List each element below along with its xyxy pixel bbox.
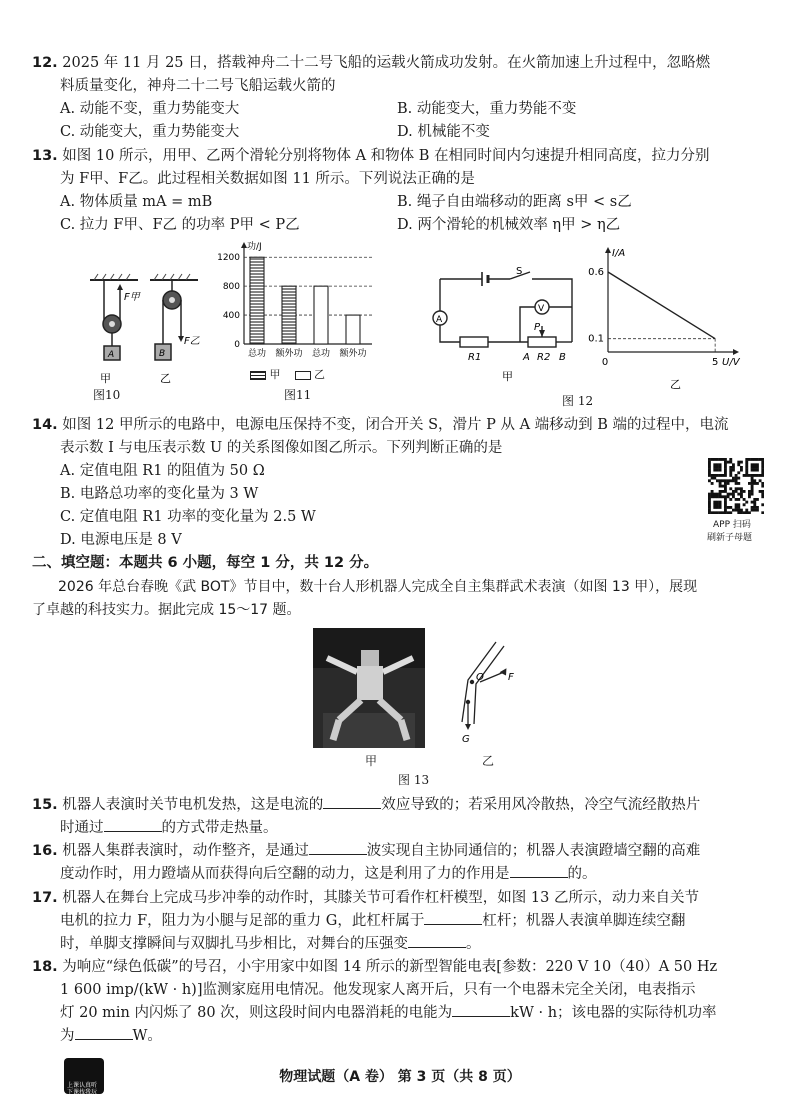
q18-blank-2[interactable]: [75, 1025, 133, 1040]
q15-text-1a: 机器人表演时关节电机发热，这是电流的: [62, 797, 324, 813]
q13-option-d: D. 两个滑轮的机械效率 η甲 > η乙: [397, 217, 621, 233]
circuit-r2-label: R2: [537, 352, 551, 363]
q16-line1: [32, 840, 700, 862]
q16-line2: [60, 863, 597, 885]
q14-option-a: A. 定值电阻 R1 的阻值为 50 Ω: [60, 463, 265, 479]
circuit-end-a-label: A: [523, 352, 530, 363]
figure-12-iu-graph: [588, 240, 748, 390]
q13-option-a: A. 物体质量 mA = mB: [60, 194, 213, 210]
q16-text-2b: 的。: [567, 866, 597, 882]
q12-line1: [32, 52, 710, 74]
bar-x-tick-label: 额外功: [275, 349, 303, 359]
q18-text-1: 为响应“绿色低碳”的号召，小宇用家中如图 14 所示的新型智能电表[参数：220 V 10（40）A 50 Hz: [62, 959, 718, 975]
q18-text-2: 1 600 imp/(kW · h)]监测家庭用电情况。他发现家人离开后，只有一个电器未完全关闭，电表指示: [60, 982, 696, 998]
q16-blank-1[interactable]: [309, 840, 367, 855]
circuit-r1-label: R1: [468, 352, 482, 363]
figure-13-robot-photo: [313, 628, 425, 748]
bar-x-tick-label: 额外功: [339, 349, 367, 359]
q12-option-a: A. 动能不变，重力势能变大: [60, 101, 240, 117]
q15-blank-1[interactable]: [323, 794, 381, 809]
figure-10-caption: 图10: [93, 388, 121, 402]
q17-blank-1[interactable]: [424, 910, 482, 925]
circuit-end-b-label: B: [559, 352, 566, 363]
iu-x-tick-five: 5: [711, 357, 719, 368]
q15-number: 15.: [32, 797, 58, 813]
q15-text-2a: 时通过: [60, 820, 104, 836]
legend-swatch-yi: [295, 371, 311, 380]
q18-line1: [32, 956, 717, 978]
q18-number: 18.: [32, 959, 58, 975]
q18-blank-1[interactable]: [452, 1002, 510, 1017]
page-footer: 物理试题（A 卷） 第 3 页（共 8 页）: [279, 1069, 521, 1085]
iu-y-axis-arrow: [605, 247, 611, 253]
iu-y-tick-low: 0.1: [588, 333, 604, 345]
legend-label-jia: 甲: [269, 368, 281, 381]
q12-option-b: B. 动能变大，重力势能不变: [397, 101, 577, 117]
bar-jia-2: [282, 286, 296, 344]
q18-line4: [60, 1025, 162, 1047]
fig10-label-yi: 乙: [160, 372, 171, 385]
iu-line: [608, 272, 715, 339]
fig11-legend: [250, 366, 325, 382]
fig12-label-yi: 乙: [670, 378, 681, 390]
q17-text-3a: 时，单脚支撑瞬间与双脚扎马步相比，对舞台的压强变: [60, 936, 408, 952]
q13-line1: [32, 145, 710, 167]
q17-line3: [60, 933, 481, 955]
q12-stem-1: 2025 年 11 月 25 日，搭载神舟二十二号飞船的运载火箭成功发射。在火箭加速上升过程中，忽略燃: [62, 55, 711, 71]
bar-y-tick-label: 1200: [217, 253, 240, 264]
q15-text-2b: 的方式带走热量。: [161, 820, 278, 836]
bar-y-tick-zero: 0: [234, 340, 240, 350]
fig13-label-jia: 甲: [365, 754, 378, 768]
lever-o-label: O: [476, 672, 484, 683]
iu-x-label: U/V: [722, 357, 740, 368]
q17-line1: [32, 887, 699, 909]
q17-text-2a: 电机的拉力 F，阻力为小腿与足部的重力 G，此杠杆属于: [60, 913, 425, 929]
q12-option-c: C. 动能变大，重力势能变大: [60, 124, 240, 140]
q18-text-3a: 灯 20 min 内闪烁了 80 次，则这段时间内电器消耗的电能为: [60, 1005, 453, 1021]
q16-text-1a: 机器人集群表演时，动作整齐，是通过: [62, 843, 309, 859]
section-2-intro-2: 了卓越的科技实力。据此完成 15～17 题。: [32, 602, 301, 618]
q18-text-4a: 为: [60, 1028, 75, 1044]
fig10-label-jia: 甲: [100, 372, 111, 385]
q17-text-3b: 。: [466, 936, 481, 952]
lever-g-label: G: [462, 734, 470, 745]
circuit-slider-label: P: [534, 322, 541, 333]
figure-12-caption: 图 12: [562, 394, 594, 408]
bar-jia-1: [250, 257, 264, 344]
q13-stem-1: 如图 10 所示，用甲、乙两个滑轮分别将物体 A 和物体 B 在相同时间内匀速提升相同高度，拉力分别: [62, 148, 710, 164]
q13-number: 13.: [32, 148, 58, 164]
q18-text-3b: kW · h；该电器的实际待机功率: [510, 1005, 717, 1021]
q14-option-b: B. 电路总功率的变化量为 3 W: [60, 486, 259, 502]
footer-logo-text-1: 上课认真听: [67, 1082, 98, 1089]
figure-13-caption: 图 13: [398, 773, 430, 787]
q18-text-4b: W。: [132, 1028, 162, 1044]
q17-text-1: 机器人在舞台上完成马步冲拳的动作时，其膝关节可看作杠杆模型，如图 13 乙所示，动力来自关节: [62, 890, 699, 906]
figure-11-caption: 图11: [284, 388, 312, 402]
q17-blank-2[interactable]: [408, 933, 466, 948]
qr-code[interactable]: [708, 458, 764, 514]
figure-12-circuit: [420, 262, 590, 382]
q16-text-2a: 度动作时，用力蹬墙从而获得向后空翻的动力，这是利用了力的作用是: [60, 866, 510, 882]
bar-yi-3: [314, 286, 328, 344]
iu-y-label: I/A: [612, 248, 626, 259]
bar-y-tick-label: 400: [222, 311, 240, 322]
fig10-f-jia: F甲: [124, 292, 140, 303]
bar-yi-4: [346, 315, 360, 344]
section-2-intro-1: 2026 年总台春晚《武 BOT》节目中，数十台人形机器人完成全自主集群武术表演（如图 13 甲），展现: [58, 579, 698, 595]
q18-line3: [60, 1002, 717, 1024]
fig10-obj-b: B: [159, 349, 166, 359]
bar-x-tick-label: 总功: [311, 349, 331, 359]
bar-x-tick-label: 总功: [247, 349, 267, 359]
bar-y-label: 功/J: [247, 242, 262, 252]
circuit-switch-label: S: [516, 266, 523, 277]
figure-13-lever-model: [452, 640, 542, 750]
q13-stem-2: 为 F甲、F乙。此过程相关数据如图 11 所示。下列说法正确的是: [60, 171, 475, 187]
fig10-obj-a: A: [108, 350, 115, 360]
qr-caption-2: 刷新子母题: [707, 533, 753, 543]
q12-stem-2: 料质量变化，神舟二十二号飞船运载火箭的: [60, 78, 336, 94]
q12-option-d: D. 机械能不变: [397, 124, 490, 140]
iu-y-tick-top: 0.6: [588, 267, 604, 278]
q12-number: 12.: [32, 55, 58, 71]
q14-stem-1: 如图 12 甲所示的电路中，电源电压保持不变，闭合开关 S，滑片 P 从 A 端移动到 B 端的过程中，电流: [62, 417, 729, 433]
q16-blank-2[interactable]: [510, 863, 568, 878]
figure-11-bar-chart: [200, 240, 380, 380]
footer-logo-text-2: 下课找我玩: [67, 1089, 98, 1096]
q14-stem-2: 表示数 I 与电压表示数 U 的关系图像如图乙所示。下列判断正确的是: [60, 440, 503, 456]
bar-y-tick-label: 800: [222, 282, 240, 293]
q15-text-1b: 效应导致的；若采用风冷散热，冷空气流经散热片: [381, 797, 701, 813]
iu-x-axis-arrow: [733, 349, 739, 355]
figure-10-pulleys: [80, 266, 210, 396]
legend-swatch-jia: [250, 371, 266, 380]
q17-text-2b: 杠杆；机器人表演单脚连续空翻: [482, 913, 686, 929]
section-2-heading: 二、填空题：本题共 6 小题，每空 1 分，共 12 分。: [32, 555, 379, 571]
q13-option-c: C. 拉力 F甲、F乙 的功率 P甲 < P乙: [60, 217, 300, 233]
q14-line1: [32, 414, 729, 436]
q16-text-1b: 波实现自主协同通信的；机器人表演蹬墙空翻的高难: [366, 843, 701, 859]
q14-option-c: C. 定值电阻 R1 功率的变化量为 2.5 W: [60, 509, 316, 525]
q15-line2: [60, 817, 278, 839]
q17-number: 17.: [32, 890, 58, 906]
iu-x-tick-zero: 0: [601, 357, 609, 368]
q17-line2: [60, 910, 685, 932]
qr-caption-1: APP 扫码: [713, 520, 751, 530]
q13-option-b: B. 绳子自由端移动的距离 s甲 < s乙: [397, 194, 632, 210]
circuit-ammeter-label: A: [436, 315, 443, 325]
legend-label-yi: 乙: [314, 368, 325, 381]
circuit-voltmeter-label: V: [538, 304, 545, 314]
fig10-f-yi: F乙: [184, 336, 200, 347]
q15-blank-2[interactable]: [104, 817, 162, 832]
q14-option-d: D. 电源电压是 8 V: [60, 532, 182, 548]
q16-number: 16.: [32, 843, 58, 859]
lever-f-label: F: [508, 672, 514, 683]
fig13-label-yi: 乙: [482, 754, 495, 768]
q14-number: 14.: [32, 417, 58, 433]
q15-line1: [32, 794, 700, 816]
fig12-label-jia: 甲: [502, 370, 513, 382]
